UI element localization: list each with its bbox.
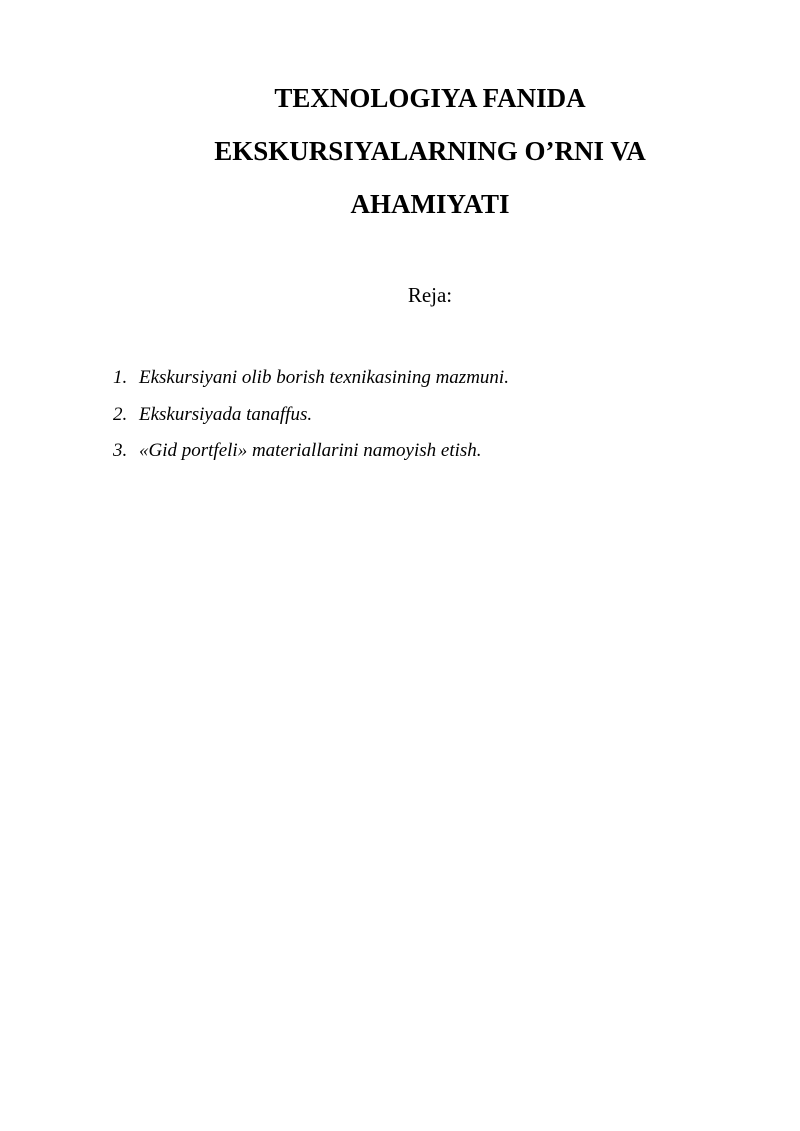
plan-item-number: 3. (113, 440, 128, 461)
plan-item-number: 2. (113, 403, 128, 425)
title-line: TEXNOLOGIYA FANIDA (274, 83, 586, 113)
title-line: EKSKURSIYALARNING O’RNI VA (214, 136, 646, 166)
plan-item-text: Ekskursiyani olib borish texnikasining mazmuni. (139, 367, 509, 388)
plan-item (113, 433, 713, 470)
plan-list (113, 360, 713, 470)
title-line: AHAMIYATI (350, 189, 510, 219)
plan-item (113, 397, 713, 434)
document-title (160, 72, 700, 231)
plan-item (113, 360, 713, 397)
plan-heading: Reja: (407, 283, 453, 307)
plan-item-number: 1. (113, 367, 128, 388)
plan-item-text: «Gid portfeli» materiallarini namoyish etish. (139, 440, 482, 461)
plan-item-text: Ekskursiyada tanaffus. (139, 403, 313, 425)
